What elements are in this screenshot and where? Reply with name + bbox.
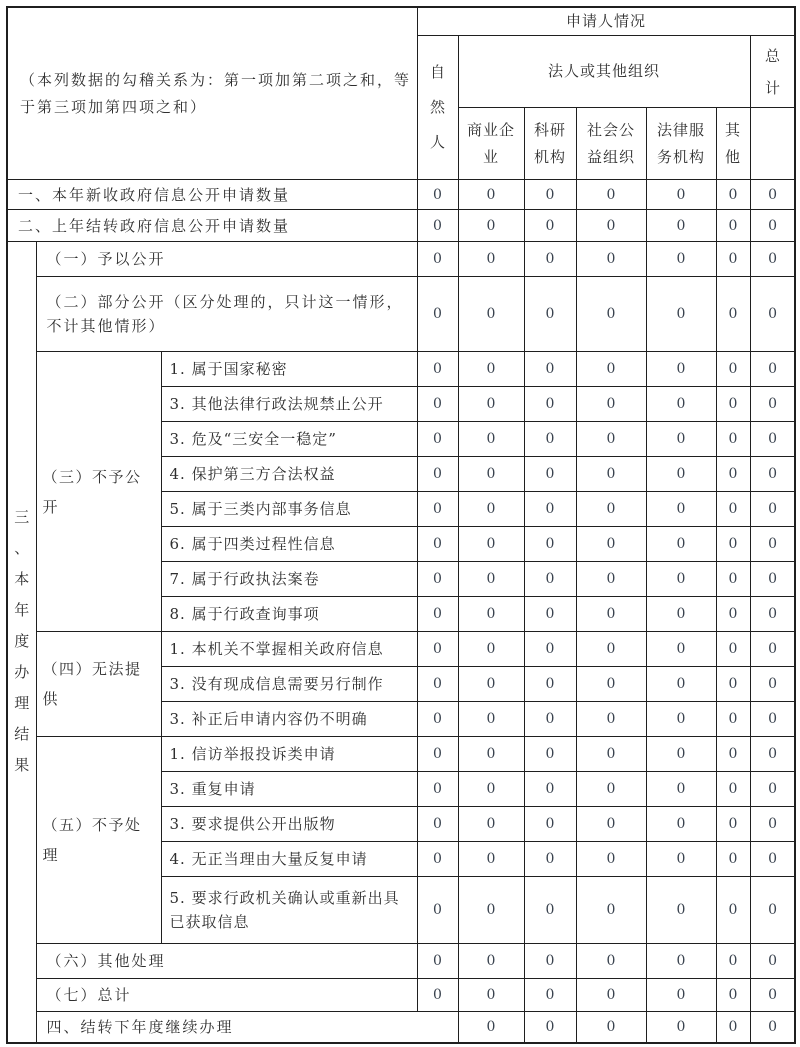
row-label: 7. 属于行政执法案卷 — [161, 562, 417, 597]
value-cell: 0 — [646, 944, 716, 979]
value-cell: 0 — [576, 737, 646, 772]
value-cell: 0 — [458, 1012, 524, 1043]
row-label: （二）部分公开（区分处理的，只计这一情形，不计其他情形） — [36, 277, 417, 352]
value-cell: 0 — [458, 877, 524, 944]
value-cell: 0 — [524, 1012, 576, 1043]
value-cell: 0 — [458, 807, 524, 842]
value-cell: 0 — [458, 457, 524, 492]
value-cell: 0 — [576, 807, 646, 842]
value-cell: 0 — [750, 597, 795, 632]
value-cell: 0 — [524, 632, 576, 667]
value-cell: 0 — [458, 180, 524, 210]
value-cell: 0 — [417, 944, 458, 979]
value-cell: 0 — [750, 387, 795, 422]
value-cell: 0 — [646, 210, 716, 242]
value-cell: 0 — [576, 702, 646, 737]
value-cell: 0 — [576, 210, 646, 242]
row-label: 3. 危及“三安全一稳定” — [161, 422, 417, 457]
value-cell: 0 — [646, 277, 716, 352]
value-cell: 0 — [576, 387, 646, 422]
value-cell: 0 — [646, 422, 716, 457]
value-cell: 0 — [417, 352, 458, 387]
value-cell: 0 — [576, 667, 646, 702]
value-cell: 0 — [417, 702, 458, 737]
value-cell: 0 — [524, 702, 576, 737]
value-cell: 0 — [458, 492, 524, 527]
value-cell: 0 — [646, 492, 716, 527]
value-cell: 0 — [750, 457, 795, 492]
table-row — [7, 352, 795, 387]
value-cell: 0 — [458, 562, 524, 597]
header-col-legal-org: 法人或其他组织 — [458, 36, 750, 108]
value-cell: 0 — [646, 1012, 716, 1043]
value-cell: 0 — [576, 492, 646, 527]
value-cell: 0 — [524, 277, 576, 352]
value-cell: 0 — [646, 877, 716, 944]
value-cell: 0 — [750, 772, 795, 807]
value-cell: 0 — [458, 210, 524, 242]
row-label: （七）总计 — [36, 979, 417, 1012]
value-cell: 0 — [716, 877, 750, 944]
header-col-research-institution: 科研机构 — [524, 108, 576, 180]
value-cell: 0 — [576, 842, 646, 877]
value-cell: 0 — [576, 277, 646, 352]
value-cell: 0 — [576, 979, 646, 1012]
value-cell: 0 — [646, 242, 716, 277]
value-cell: 0 — [750, 979, 795, 1012]
table-row — [7, 277, 795, 352]
value-cell: 0 — [646, 180, 716, 210]
value-cell: 0 — [750, 422, 795, 457]
value-cell: 0 — [750, 242, 795, 277]
value-cell: 0 — [716, 667, 750, 702]
value-cell: 0 — [716, 562, 750, 597]
value-cell: 0 — [716, 1012, 750, 1043]
value-cell: 0 — [417, 807, 458, 842]
value-cell: 0 — [524, 210, 576, 242]
value-cell: 0 — [716, 807, 750, 842]
value-cell: 0 — [576, 562, 646, 597]
value-cell: 0 — [524, 737, 576, 772]
report-table-body — [7, 180, 795, 1043]
value-cell: 0 — [417, 772, 458, 807]
table-row — [7, 737, 795, 772]
value-cell: 0 — [417, 632, 458, 667]
header-col-natural-person: 自 然 人 — [417, 36, 458, 180]
value-cell: 0 — [524, 527, 576, 562]
value-cell: 0 — [750, 702, 795, 737]
table-row — [7, 944, 795, 979]
row-label: （六）其他处理 — [36, 944, 417, 979]
header-col-legal-service-org: 法律服务机构 — [646, 108, 716, 180]
header-note: （本列数据的勾稽关系为：第一项加第二项之和，等于第三项加第四项之和） — [7, 7, 417, 180]
value-cell: 0 — [458, 387, 524, 422]
value-cell: 0 — [750, 562, 795, 597]
value-cell: 0 — [646, 387, 716, 422]
value-cell: 0 — [646, 702, 716, 737]
value-cell: 0 — [646, 772, 716, 807]
value-cell: 0 — [646, 632, 716, 667]
value-cell: 0 — [716, 352, 750, 387]
row-label: 一、本年新收政府信息公开申请数量 — [7, 180, 417, 210]
value-cell: 0 — [750, 180, 795, 210]
value-cell: 0 — [524, 180, 576, 210]
header-col-business-enterprise: 商业企业 — [458, 108, 524, 180]
value-cell: 0 — [750, 632, 795, 667]
value-cell: 0 — [458, 597, 524, 632]
value-cell: 0 — [458, 944, 524, 979]
row-label: 8. 属于行政查询事项 — [161, 597, 417, 632]
row-label: 6. 属于四类过程性信息 — [161, 527, 417, 562]
section-label-vertical: 三 、 本 年 度 办 理 结 果 — [7, 242, 36, 1043]
value-cell: 0 — [750, 352, 795, 387]
row-label: 3. 要求提供公开出版物 — [161, 807, 417, 842]
value-cell: 0 — [524, 422, 576, 457]
value-cell: 0 — [524, 944, 576, 979]
value-cell: 0 — [576, 180, 646, 210]
subgroup-label: （三）不予公开 — [36, 352, 161, 632]
value-cell: 0 — [417, 527, 458, 562]
value-cell: 0 — [646, 737, 716, 772]
subgroup-label: （四）无法提供 — [36, 632, 161, 737]
row-label: 1. 信访举报投诉类申请 — [161, 737, 417, 772]
value-cell: 0 — [576, 597, 646, 632]
value-cell: 0 — [576, 352, 646, 387]
row-label: 3. 补正后申请内容仍不明确 — [161, 702, 417, 737]
header-col-total: 总 计 — [750, 36, 795, 108]
row-label: 3. 重复申请 — [161, 772, 417, 807]
value-cell: 0 — [524, 387, 576, 422]
value-cell: 0 — [524, 842, 576, 877]
value-cell: 0 — [417, 492, 458, 527]
value-cell: 0 — [417, 562, 458, 597]
header-row-1 — [7, 7, 795, 36]
value-cell: 0 — [576, 1012, 646, 1043]
value-cell: 0 — [524, 979, 576, 1012]
value-cell: 0 — [750, 737, 795, 772]
value-cell: 0 — [750, 1012, 795, 1043]
value-cell: 0 — [646, 667, 716, 702]
value-cell: 0 — [524, 807, 576, 842]
table-row — [7, 979, 795, 1012]
table-row — [7, 242, 795, 277]
value-cell: 0 — [716, 702, 750, 737]
value-cell: 0 — [716, 180, 750, 210]
value-cell: 0 — [576, 877, 646, 944]
value-cell: 0 — [417, 597, 458, 632]
header-col-public-welfare-org: 社会公益组织 — [576, 108, 646, 180]
header-total-spacer — [750, 108, 795, 180]
value-cell: 0 — [716, 737, 750, 772]
value-cell: 0 — [458, 702, 524, 737]
value-cell: 0 — [750, 667, 795, 702]
value-cell: 0 — [458, 979, 524, 1012]
table-row — [7, 180, 795, 210]
value-cell: 0 — [750, 527, 795, 562]
table-row — [7, 210, 795, 242]
value-cell: 0 — [716, 842, 750, 877]
value-cell: 0 — [417, 242, 458, 277]
value-cell: 0 — [458, 242, 524, 277]
value-cell: 0 — [576, 457, 646, 492]
value-cell: 0 — [458, 667, 524, 702]
row-label: 1. 本机关不掌握相关政府信息 — [161, 632, 417, 667]
value-cell: 0 — [716, 457, 750, 492]
value-cell: 0 — [458, 737, 524, 772]
row-label: 1. 属于国家秘密 — [161, 352, 417, 387]
value-cell: 0 — [716, 944, 750, 979]
value-cell: 0 — [417, 210, 458, 242]
table-row — [7, 1012, 795, 1043]
value-cell: 0 — [458, 422, 524, 457]
value-cell: 0 — [524, 597, 576, 632]
value-cell: 0 — [524, 352, 576, 387]
value-cell: 0 — [646, 527, 716, 562]
value-cell: 0 — [750, 877, 795, 944]
row-label: 4. 无正当理由大量反复申请 — [161, 842, 417, 877]
value-cell: 0 — [417, 277, 458, 352]
value-cell: 0 — [750, 807, 795, 842]
value-cell: 0 — [524, 242, 576, 277]
subgroup-label: （五）不予处理 — [36, 737, 161, 944]
value-cell: 0 — [524, 667, 576, 702]
row-label: 3. 其他法律行政法规禁止公开 — [161, 387, 417, 422]
value-cell: 0 — [716, 242, 750, 277]
value-cell: 0 — [524, 492, 576, 527]
value-cell: 0 — [417, 180, 458, 210]
value-cell: 0 — [524, 457, 576, 492]
value-cell: 0 — [646, 457, 716, 492]
header-col-other: 其他 — [716, 108, 750, 180]
row-label: 5. 要求行政机关确认或重新出具已获取信息 — [161, 877, 417, 944]
value-cell: 0 — [716, 210, 750, 242]
row-label: 四、结转下年度继续办理 — [36, 1012, 458, 1043]
value-cell: 0 — [458, 352, 524, 387]
value-cell: 0 — [458, 842, 524, 877]
value-cell: 0 — [417, 457, 458, 492]
value-cell: 0 — [750, 492, 795, 527]
value-cell: 0 — [417, 979, 458, 1012]
value-cell: 0 — [576, 527, 646, 562]
value-cell: 0 — [750, 842, 795, 877]
value-cell: 0 — [458, 527, 524, 562]
value-cell: 0 — [716, 979, 750, 1012]
value-cell: 0 — [716, 387, 750, 422]
value-cell: 0 — [716, 527, 750, 562]
value-cell: 0 — [716, 277, 750, 352]
value-cell: 0 — [646, 352, 716, 387]
value-cell: 0 — [524, 772, 576, 807]
value-cell: 0 — [576, 944, 646, 979]
value-cell: 0 — [716, 492, 750, 527]
value-cell: 0 — [716, 772, 750, 807]
row-label: 二、上年结转政府信息公开申请数量 — [7, 210, 417, 242]
value-cell: 0 — [576, 772, 646, 807]
row-label: 5. 属于三类内部事务信息 — [161, 492, 417, 527]
value-cell: 0 — [646, 979, 716, 1012]
value-cell: 0 — [716, 597, 750, 632]
value-cell: 0 — [750, 944, 795, 979]
value-cell: 0 — [417, 667, 458, 702]
value-cell: 0 — [646, 842, 716, 877]
header-applicant-title: 申请人情况 — [417, 7, 795, 36]
value-cell: 0 — [417, 877, 458, 944]
value-cell: 0 — [576, 422, 646, 457]
value-cell: 0 — [716, 632, 750, 667]
row-label: 4. 保护第三方合法权益 — [161, 457, 417, 492]
disclosure-report-table — [6, 6, 796, 1044]
value-cell: 0 — [458, 772, 524, 807]
value-cell: 0 — [417, 422, 458, 457]
table-row — [7, 632, 795, 667]
value-cell: 0 — [646, 562, 716, 597]
value-cell: 0 — [716, 422, 750, 457]
value-cell: 0 — [458, 277, 524, 352]
value-cell: 0 — [576, 242, 646, 277]
value-cell: 0 — [576, 632, 646, 667]
value-cell: 0 — [524, 877, 576, 944]
value-cell: 0 — [646, 807, 716, 842]
value-cell: 0 — [750, 277, 795, 352]
value-cell: 0 — [750, 210, 795, 242]
row-label: （一）予以公开 — [36, 242, 417, 277]
value-cell: 0 — [524, 562, 576, 597]
value-cell: 0 — [417, 387, 458, 422]
value-cell: 0 — [458, 632, 524, 667]
value-cell: 0 — [646, 597, 716, 632]
row-label: 3. 没有现成信息需要另行制作 — [161, 667, 417, 702]
value-cell: 0 — [417, 737, 458, 772]
value-cell: 0 — [417, 842, 458, 877]
